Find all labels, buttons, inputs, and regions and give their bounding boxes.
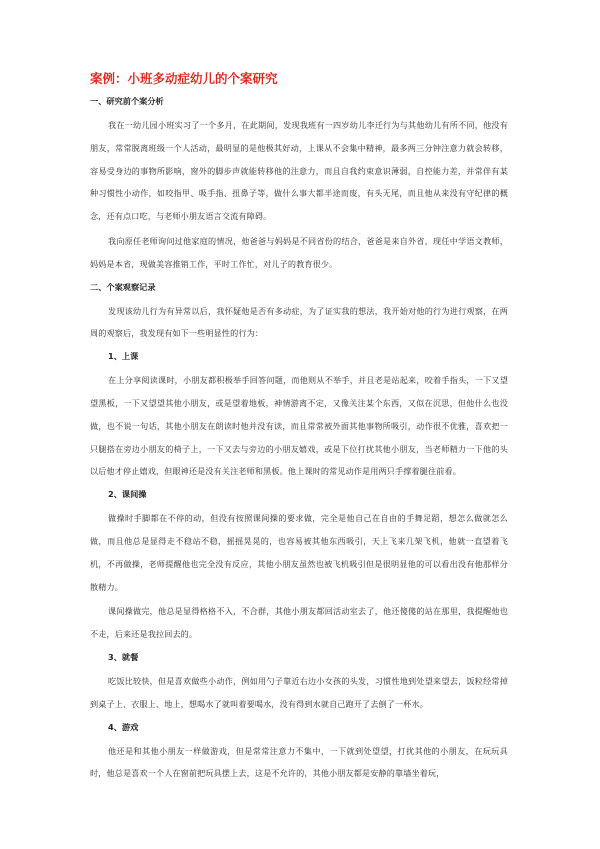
section-heading-observation-record: 二、个案观察记录 [90,281,156,292]
paragraph: 课间操做完，他总是显得格格不入，不合群，其他小朋友都回活动室去了，他还傻傻的站在那里，我提醒他也不走，后来还是我拉回去的。 [90,606,508,640]
subsection-heading-games: 4、游戏 [108,721,139,732]
subsection-heading-meal: 3、就餐 [108,651,139,662]
paragraph: 吃饭比较快，但是喜欢做些小动作，例如用勺子靠近右边小女孩的头发，习惯性地到处望来望去，饭粒经常掉到桌子上、衣服上、地上，想喝水了就叫着要喝水，没有得到水就自己跑开了去倒了一杯水。 [90,675,508,709]
subsection-heading-class: 1、上课 [108,351,139,362]
paragraph: 发现该幼儿行为有异常以后，我怀疑他是否有多动症，为了证实我的想法，我开始对他的行为进行观察，在两周的观察后，我发现有如下一些明显性的行为： [90,305,508,339]
document-title: 案例：小班多动症幼儿的个案研究 [90,71,278,86]
subsection-heading-exercise: 2、课间操 [108,489,147,500]
paragraph: 他还是和其他小朋友一样做游戏，但是常常注意力不集中，一下就到处望望，打扰其他的小朋友，在玩玩具时，他总是喜欢一个人在窗前把玩具摆上去，这是不允许的，其他小朋友都是安静的靠墙坐着玩， [90,745,508,779]
document-page [90,70,508,787]
section-heading-case-analysis: 一、研究前个案分析 [90,96,164,106]
paragraph: 我在一幼儿园小班实习了一个多月，在此期间，发现我班有一四岁幼儿李迁行为与其他幼儿有所不同，他没有朋友，常常脱离班级一个人活动，最明显的是他极其好动，上课从不会集中精神，最多两三分钟注意力就会转移，容易受身边的事物所影响，窗外的脚步声就能转移他的注意力，而且自我约束意识薄弱，自控能力差，并常伴有某种习惯性小动作，如咬指甲、吸手指、扭鼻子等，做什么事大都半途而废，有头无尾，而且他从来没有守纪律的概念，还有点口吃，与老师小朋友语言交流有障碍。 [90,120,508,222]
paragraph: 我向原任老师询问过他家庭的情况，他爸爸与妈妈是不同省份的结合，爸爸是来自外省，现任中学语文教师，妈妈是本省，现做美容推销工作，平时工作忙，对儿子的教育很少。 [90,235,508,269]
paragraph: 做操时手脚都在不停的动，但没有按照课间操的要求做，完全是他自己在自由的手舞足蹈，想怎么做就怎么做，而且他总是显得走不稳站不稳，摇摇晃晃的，也容易被其他东西吸引，天上飞来几架飞机，他就一直望着飞机，不再做操，老师提醒他也完全没有反应，其他小朋友虽然也被飞机吸引但是很明显他的可以看出没有他那样分散精力。 [90,513,508,592]
paragraph: 在上分享阅读课时，小朋友都积极举手回答问题，而他则从不举手，并且老是站起来，咬着手指头，一下又望望黑板，一下又望望其他小朋友，或是望着地板，神情游离不定，又像关注某个东西，又似在沉思，但他什么也没做，也不说一句话，其他小朋友在朗读时他并没有读，而且常常被外面其他事物所吸引，动作很不优雅，喜欢把一只腿搭在旁边小朋友的椅子上，一下又去与旁边的小朋友嬉戏，或是下位打扰其他小朋友，当老师精力一下他的头以后他才停止嬉戏，但眼神还是没有关注老师和黑板。他上课时的常见动作是用两只手撑着腿往前看。 [90,375,508,477]
